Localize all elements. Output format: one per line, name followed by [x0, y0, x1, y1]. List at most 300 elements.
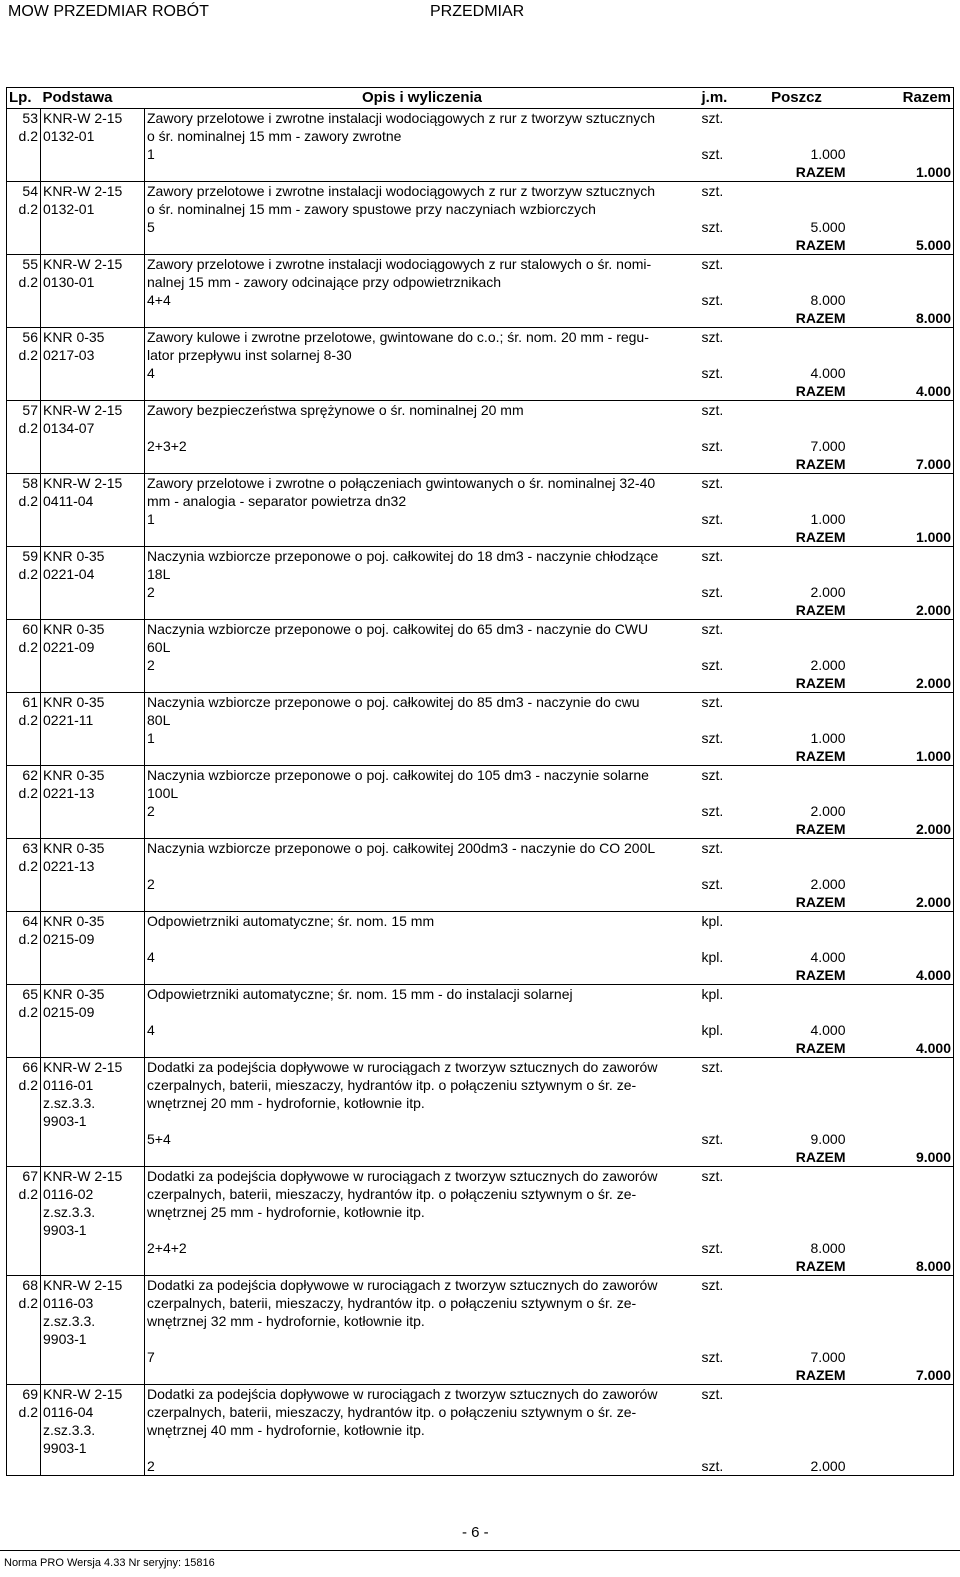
razem-value: 2.000: [848, 820, 954, 839]
razem-label: RAZEM: [746, 1366, 848, 1385]
table-row: [7, 912, 954, 931]
razem-row: [7, 1366, 954, 1385]
poszcz-cell: [746, 565, 848, 583]
razem-cell: [848, 1021, 954, 1039]
table-row: [7, 1276, 954, 1295]
calc-unit: szt.: [701, 146, 724, 162]
jm-cell: [700, 1203, 746, 1221]
opis-cell: [145, 966, 700, 985]
lp-cell: [7, 236, 41, 255]
lp-cell: [7, 966, 41, 985]
razem-label: RAZEM: [746, 455, 848, 474]
podstawa-cell: [41, 966, 145, 985]
lp-cell: 55: [7, 255, 41, 274]
jm-cell: [700, 127, 746, 145]
lp-cell: [7, 1130, 41, 1148]
opis-cell: [145, 1257, 700, 1276]
razem-label: RAZEM: [746, 1148, 848, 1167]
calc-unit: szt.: [701, 657, 724, 673]
lp-cell: d.2: [7, 784, 41, 802]
jm-cell: szt.: [701, 402, 724, 418]
jm-cell: [700, 930, 746, 948]
opis-cell: Zawory przelotowe i zwrotne instalacji wodociągowych z rur z tworzyw sztucznych: [147, 110, 656, 126]
opis-cell: wnętrznej 32 mm - hydrofornie, kotłownie itp.: [147, 1313, 425, 1329]
table-row: [7, 1112, 954, 1130]
lp-cell: d.2: [7, 1003, 41, 1021]
podstawa-cell: 9903-1: [41, 1112, 145, 1130]
lp-cell: [7, 1366, 41, 1385]
opis-cell: Dodatki za podejścia dopływowe w rurociągach z tworzyw sztucznych do zaworów: [147, 1277, 658, 1293]
opis-cell: [145, 747, 700, 766]
podstawa-cell: [41, 674, 145, 693]
opis-cell: czerpalnych, baterii, mieszaczy, hydrantów itp. o połączeniu sztywnym o śr. ze-: [147, 1186, 637, 1202]
poszcz-value: 5.000: [810, 219, 846, 235]
lp-cell: 67: [7, 1167, 41, 1186]
podstawa-cell: KNR 0-35: [41, 985, 145, 1004]
razem-row: [7, 382, 954, 401]
podstawa-cell: 0217-03: [41, 346, 145, 364]
calc-row: [7, 437, 954, 455]
jm-cell: [700, 1039, 746, 1058]
razem-cell: [848, 912, 954, 931]
opis-cell: [145, 1039, 700, 1058]
razem-cell: [848, 1221, 954, 1239]
razem-cell: [848, 182, 954, 201]
jm-cell: [700, 1185, 746, 1203]
opis-cell: Zawory przelotowe i zwrotne o połączeniach gwintowanych o śr. nominalnej 32-40: [147, 475, 656, 491]
table-row: [7, 328, 954, 347]
razem-cell: [848, 218, 954, 236]
opis-cell: wnętrznej 25 mm - hydrofornie, kotłownie itp.: [147, 1204, 425, 1220]
razem-value: 7.000: [848, 455, 954, 474]
calc-expression: 2: [147, 876, 155, 892]
opis-cell: Naczynia wzbiorcze przeponowe o poj. całkowitej 200dm3 - naczynie do CO 200L: [147, 840, 656, 856]
poszcz-cell: [746, 273, 848, 291]
razem-row: [7, 1257, 954, 1276]
footer-divider: [0, 1550, 960, 1551]
jm-cell: szt.: [701, 1277, 724, 1293]
poszcz-cell: [746, 766, 848, 785]
lp-cell: 63: [7, 839, 41, 858]
calc-unit: kpl.: [701, 1022, 724, 1038]
lp-cell: 69: [7, 1385, 41, 1404]
lp-cell: [7, 875, 41, 893]
calc-unit: szt.: [701, 584, 724, 600]
poszcz-value: 4.000: [810, 949, 846, 965]
poszcz-cell: [746, 839, 848, 858]
razem-row: [7, 966, 954, 985]
opis-cell: [145, 674, 700, 693]
przedmiar-table: [6, 87, 954, 1476]
table-row: [7, 930, 954, 948]
razem-label: RAZEM: [746, 674, 848, 693]
poszcz-cell: [746, 1003, 848, 1021]
poszcz-cell: [746, 638, 848, 656]
poszcz-cell: [746, 1221, 848, 1239]
calc-unit: szt.: [701, 803, 724, 819]
razem-cell: [848, 474, 954, 493]
lp-cell: d.2: [7, 492, 41, 510]
podstawa-cell: KNR 0-35: [41, 328, 145, 347]
jm-cell: [700, 492, 746, 510]
poszcz-cell: [746, 985, 848, 1004]
table-row: [7, 127, 954, 145]
lp-cell: [7, 364, 41, 382]
razem-cell: [848, 857, 954, 875]
podstawa-cell: [41, 656, 145, 674]
razem-cell: [848, 875, 954, 893]
table-row: [7, 711, 954, 729]
podstawa-cell: 0116-02: [41, 1185, 145, 1203]
razem-value: 8.000: [848, 309, 954, 328]
lp-cell: 68: [7, 1276, 41, 1295]
jm-cell: [700, 346, 746, 364]
calc-row: [7, 291, 954, 309]
razem-cell: [848, 255, 954, 274]
razem-cell: [848, 1276, 954, 1295]
lp-cell: d.2: [7, 1294, 41, 1312]
razem-value: 1.000: [848, 163, 954, 182]
calc-row: [7, 875, 954, 893]
calc-row: [7, 1239, 954, 1257]
jm-cell: szt.: [701, 621, 724, 637]
calc-unit: szt.: [701, 730, 724, 746]
opis-cell: [145, 236, 700, 255]
podstawa-cell: [41, 729, 145, 747]
razem-value: 2.000: [848, 893, 954, 912]
podstawa-cell: 0215-09: [41, 930, 145, 948]
podstawa-cell: [41, 747, 145, 766]
lp-cell: d.2: [7, 419, 41, 437]
lp-cell: d.2: [7, 346, 41, 364]
calc-row: [7, 948, 954, 966]
poszcz-cell: [746, 492, 848, 510]
poszcz-value: 1.000: [810, 511, 846, 527]
poszcz-cell: [746, 1403, 848, 1421]
poszcz-value: 2.000: [810, 803, 846, 819]
jm-cell: [700, 820, 746, 839]
calc-expression: 1: [147, 730, 155, 746]
calc-row: [7, 583, 954, 601]
opis-cell: Odpowietrzniki automatyczne; śr. nom. 15 mm: [147, 913, 435, 929]
table-row: [7, 255, 954, 274]
lp-cell: d.2: [7, 565, 41, 583]
opis-cell: [145, 857, 700, 875]
podstawa-cell: [41, 1366, 145, 1385]
poszcz-cell: [746, 255, 848, 274]
razem-value: 2.000: [848, 601, 954, 620]
table-row: [7, 839, 954, 858]
col-header-lp: Lp.: [7, 88, 41, 109]
razem-cell: [848, 1403, 954, 1421]
lp-cell: [7, 1021, 41, 1039]
razem-cell: [848, 109, 954, 128]
podstawa-cell: [41, 1021, 145, 1039]
table-row: [7, 474, 954, 493]
razem-label: RAZEM: [746, 601, 848, 620]
lp-cell: d.2: [7, 1076, 41, 1094]
calc-expression: 4: [147, 1022, 155, 1038]
jm-cell: szt.: [701, 256, 724, 272]
table-row: [7, 857, 954, 875]
podstawa-cell: KNR 0-35: [41, 693, 145, 712]
razem-label: RAZEM: [746, 309, 848, 328]
podstawa-cell: [41, 1239, 145, 1257]
table-row: [7, 1167, 954, 1186]
calc-expression: 2: [147, 803, 155, 819]
jm-cell: [700, 784, 746, 802]
calc-row: [7, 729, 954, 747]
jm-cell: [700, 1148, 746, 1167]
jm-cell: szt.: [701, 767, 724, 783]
lp-cell: 59: [7, 547, 41, 566]
razem-label: RAZEM: [746, 1039, 848, 1058]
razem-cell: [848, 547, 954, 566]
opis-cell: mm - analogia - separator powietrza dn32: [147, 493, 407, 509]
jm-cell: [700, 419, 746, 437]
poszcz-cell: [746, 401, 848, 420]
razem-label: RAZEM: [746, 382, 848, 401]
opis-cell: Naczynia wzbiorcze przeponowe o poj. całkowitej do 85 dm3 - naczynie do cwu: [147, 694, 640, 710]
poszcz-value: 2.000: [746, 1457, 848, 1476]
jm-cell: [700, 200, 746, 218]
software-note: Norma PRO Wersja 4.33 Nr seryjny: 15816: [4, 1557, 215, 1569]
razem-cell: [848, 711, 954, 729]
razem-label: RAZEM: [746, 893, 848, 912]
opis-cell: Odpowietrzniki automatyczne; śr. nom. 15 mm - do instalacji solarnej: [147, 986, 573, 1002]
poszcz-value: 8.000: [810, 292, 846, 308]
podstawa-cell: 0221-13: [41, 857, 145, 875]
poszcz-cell: [746, 1421, 848, 1439]
jm-cell: [700, 1112, 746, 1130]
razem-value: 1.000: [848, 747, 954, 766]
podstawa-cell: [41, 510, 145, 528]
razem-cell: [848, 693, 954, 712]
lp-cell: [7, 382, 41, 401]
jm-cell: [700, 601, 746, 620]
jm-cell: szt.: [701, 475, 724, 491]
podstawa-cell: z.sz.3.3.: [41, 1203, 145, 1221]
opis-cell: [145, 528, 700, 547]
jm-cell: [700, 455, 746, 474]
opis-cell: czerpalnych, baterii, mieszaczy, hydrantów itp. o połączeniu sztywnym o śr. ze-: [147, 1404, 637, 1420]
opis-cell: Naczynia wzbiorcze przeponowe o poj. całkowitej do 18 dm3 - naczynie chłodzące: [147, 548, 659, 564]
table-row: [7, 109, 954, 128]
opis-cell: 60L: [147, 639, 171, 655]
podstawa-cell: KNR 0-35: [41, 620, 145, 639]
lp-cell: 64: [7, 912, 41, 931]
razem-cell: [848, 802, 954, 820]
opis-cell: [145, 601, 700, 620]
razem-value: 4.000: [848, 966, 954, 985]
razem-value: 8.000: [848, 1257, 954, 1276]
opis-cell: [145, 1366, 700, 1385]
jm-cell: [700, 1403, 746, 1421]
calc-row: [7, 1130, 954, 1148]
razem-label: RAZEM: [746, 1257, 848, 1276]
poszcz-value: 9.000: [810, 1131, 846, 1147]
lp-cell: [7, 1221, 41, 1239]
lp-cell: [7, 1112, 41, 1130]
table-row: [7, 1003, 954, 1021]
podstawa-cell: 0221-04: [41, 565, 145, 583]
opis-cell: Naczynia wzbiorcze przeponowe o poj. całkowitej do 65 dm3 - naczynie do CWU: [147, 621, 649, 637]
razem-cell: [848, 1167, 954, 1186]
razem-value: 5.000: [848, 236, 954, 255]
jm-cell: [700, 893, 746, 912]
opis-cell: [145, 893, 700, 912]
calc-row: [7, 364, 954, 382]
podstawa-cell: [41, 364, 145, 382]
lp-cell: [7, 528, 41, 547]
table-row: [7, 1330, 954, 1348]
lp-cell: d.2: [7, 273, 41, 291]
poszcz-value: 1.000: [810, 146, 846, 162]
jm-cell: szt.: [701, 110, 724, 126]
table-row: [7, 766, 954, 785]
col-header-jm: j.m.: [700, 88, 746, 109]
poszcz-value: 1.000: [810, 730, 846, 746]
podstawa-cell: [41, 802, 145, 820]
razem-cell: [848, 1185, 954, 1203]
calc-unit: szt.: [701, 292, 724, 308]
podstawa-cell: [41, 601, 145, 620]
podstawa-cell: [41, 1348, 145, 1366]
lp-cell: 65: [7, 985, 41, 1004]
razem-cell: [848, 656, 954, 674]
col-header-opis: Opis i wyliczenia: [145, 88, 700, 109]
podstawa-cell: KNR 0-35: [41, 547, 145, 566]
table-row: [7, 182, 954, 201]
podstawa-cell: [41, 218, 145, 236]
podstawa-cell: z.sz.3.3.: [41, 1094, 145, 1112]
razem-row: [7, 747, 954, 766]
lp-cell: [7, 656, 41, 674]
podstawa-cell: 0221-11: [41, 711, 145, 729]
opis-cell: czerpalnych, baterii, mieszaczy, hydrantów itp. o połączeniu sztywnym o śr. ze-: [147, 1295, 637, 1311]
lp-cell: 66: [7, 1058, 41, 1077]
podstawa-cell: 9903-1: [41, 1439, 145, 1457]
razem-row: [7, 1148, 954, 1167]
calc-expression: 5: [147, 219, 155, 235]
razem-value: 2.000: [848, 674, 954, 693]
razem-cell: [848, 948, 954, 966]
razem-row: [7, 601, 954, 620]
podstawa-cell: 0215-09: [41, 1003, 145, 1021]
jm-cell: [700, 528, 746, 547]
lp-cell: [7, 729, 41, 747]
razem-row: [7, 455, 954, 474]
razem-cell: [848, 145, 954, 163]
poszcz-cell: [746, 474, 848, 493]
document-header-left: MOW PRZEDMIAR ROBÓT: [8, 3, 209, 20]
razem-cell: [848, 328, 954, 347]
opis-cell: [145, 309, 700, 328]
podstawa-cell: KNR-W 2-15: [41, 182, 145, 201]
table-header-row: [7, 88, 954, 109]
opis-cell: Dodatki za podejścia dopływowe w rurociągach z tworzyw sztucznych do zaworów: [147, 1059, 658, 1075]
jm-cell: [700, 1312, 746, 1330]
page-number: - 6 -: [462, 1524, 489, 1541]
lp-cell: 58: [7, 474, 41, 493]
table-body: [7, 109, 954, 1476]
razem-cell: [848, 364, 954, 382]
jm-cell: [700, 638, 746, 656]
podstawa-cell: 0221-13: [41, 784, 145, 802]
col-header-poszcz: Poszcz: [746, 88, 848, 109]
opis-cell: [145, 163, 700, 182]
podstawa-cell: [41, 437, 145, 455]
table-row: [7, 492, 954, 510]
jm-cell: szt.: [701, 694, 724, 710]
poszcz-cell: [746, 419, 848, 437]
razem-cell: [848, 492, 954, 510]
razem-label: RAZEM: [746, 163, 848, 182]
table-row: [7, 200, 954, 218]
razem-cell: [848, 1239, 954, 1257]
jm-cell: [700, 857, 746, 875]
razem-cell: [848, 638, 954, 656]
jm-cell: [700, 1439, 746, 1457]
jm-cell: szt.: [701, 329, 724, 345]
poszcz-cell: [746, 1439, 848, 1457]
lp-cell: [7, 1094, 41, 1112]
opis-cell: [145, 1003, 700, 1021]
jm-cell: szt.: [701, 183, 724, 199]
calc-expression: 2: [147, 584, 155, 600]
razem-cell: [848, 1294, 954, 1312]
calc-expression: 1: [147, 146, 155, 162]
lp-cell: [7, 309, 41, 328]
jm-cell: [700, 711, 746, 729]
lp-cell: [7, 1312, 41, 1330]
table-row: [7, 401, 954, 420]
poszcz-cell: [746, 1112, 848, 1130]
poszcz-cell: [746, 620, 848, 639]
calc-expression: 2+4+2: [147, 1240, 187, 1256]
poszcz-value: 4.000: [810, 1022, 846, 1038]
opis-cell: [145, 930, 700, 948]
jm-cell: [700, 1294, 746, 1312]
podstawa-cell: 9903-1: [41, 1221, 145, 1239]
calc-row: [7, 510, 954, 528]
poszcz-cell: [746, 912, 848, 931]
calc-row: [7, 1348, 954, 1366]
lp-cell: [7, 163, 41, 182]
lp-cell: [7, 820, 41, 839]
opis-cell: 18L: [147, 566, 171, 582]
razem-cell: [848, 1112, 954, 1130]
podstawa-cell: [41, 1257, 145, 1276]
podstawa-cell: [41, 1148, 145, 1167]
table-row: [7, 1403, 954, 1421]
jm-cell: [700, 565, 746, 583]
opis-cell: [145, 1439, 700, 1457]
opis-cell: o śr. nominalnej 15 mm - zawory spustowe przy naczyniach wzbiorczych: [147, 201, 596, 217]
calc-unit: szt.: [701, 1240, 724, 1256]
lp-cell: d.2: [7, 930, 41, 948]
table-row: [7, 346, 954, 364]
lp-cell: [7, 437, 41, 455]
calc-expression: 7: [147, 1349, 155, 1365]
calc-expression: 4+4: [147, 292, 171, 308]
calc-unit: szt.: [701, 876, 724, 892]
document-header-center: PRZEDMIAR: [430, 3, 525, 20]
podstawa-cell: KNR-W 2-15: [41, 1167, 145, 1186]
poszcz-cell: [746, 693, 848, 712]
podstawa-cell: KNR-W 2-15: [41, 1276, 145, 1295]
table-row: [7, 1439, 954, 1457]
